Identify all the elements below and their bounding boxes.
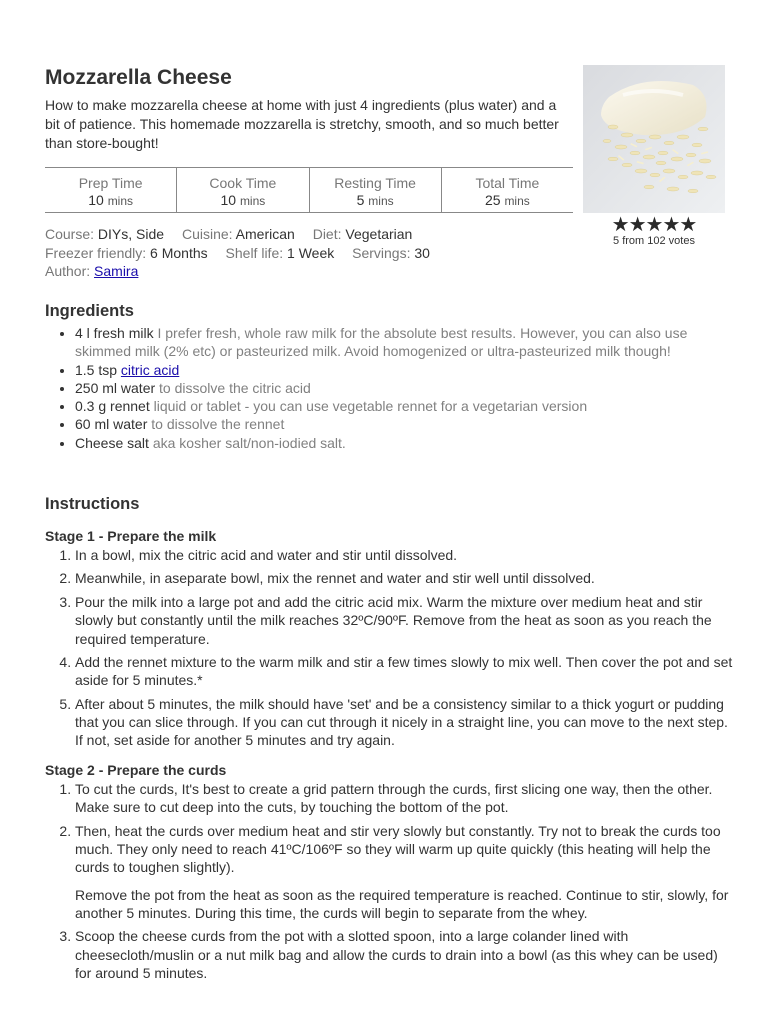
recipe-rating[interactable] bbox=[583, 216, 725, 247]
resting-time-label: Resting Time bbox=[334, 175, 416, 191]
cook-time bbox=[177, 168, 309, 212]
shelf-life-value: 1 Week bbox=[287, 244, 335, 261]
instruction-step: 3. Pour the milk into a large pot and add the citric acid mix. Warm the mixture over medium heat and stir slowly but constantly until the milk reaches 32ºC/90ºF. Remove from the heat as soon as you reach the required temperature. bbox=[75, 593, 735, 648]
star-rating-icon[interactable]: ★★★★★ bbox=[611, 214, 697, 236]
ingredient-item bbox=[75, 397, 735, 415]
total-time-value: 25 bbox=[484, 192, 501, 208]
recipe-title: Mozzarella Cheese bbox=[45, 66, 232, 89]
diet-value: Vegetarian bbox=[345, 226, 413, 242]
stage-2-heading: Stage 2 - Prepare the curds bbox=[45, 762, 227, 778]
ingredient-amount: 60 ml water bbox=[75, 416, 148, 433]
ingredient-note: I prefer fresh, whole raw milk for the absolute best results. However, you can also use skimmed milk (2% etc) or pasteurized milk. Avoid homogenized or ultra-pasteurized milk though! bbox=[75, 325, 688, 360]
cook-time-value: 10 bbox=[220, 192, 237, 208]
stage-2-steps bbox=[45, 780, 735, 988]
author-label: Author: bbox=[45, 263, 91, 279]
ingredient-note: to dissolve the rennet bbox=[147, 416, 285, 433]
diet-label: Diet: bbox=[312, 226, 342, 242]
resting-time bbox=[310, 168, 442, 212]
resting-time-value: 5 bbox=[356, 192, 365, 208]
ingredient-note: liquid or tablet - you can use vegetable rennet for a vegetarian version bbox=[149, 398, 588, 415]
cook-time-label: Cook Time bbox=[209, 175, 277, 191]
recipe-times bbox=[45, 167, 573, 213]
total-time-label: Total Time bbox=[475, 175, 540, 191]
meta-row-2 bbox=[45, 244, 565, 263]
freezer-value: 6 Months bbox=[150, 244, 208, 261]
instruction-step bbox=[75, 822, 735, 922]
ingredient-item bbox=[75, 434, 735, 452]
instructions-heading: Instructions bbox=[45, 495, 140, 513]
shelf-life-label: Shelf life: bbox=[225, 244, 284, 261]
ingredient-item bbox=[75, 415, 735, 433]
course-label: Course: bbox=[45, 226, 95, 242]
instruction-step: 5. After about 5 minutes, the milk should have 'set' and be a consistency similar to a thick yogurt or pudding that you can slice through. If you can cut through it nicely in a straight line, you can move to the next step. If not, set aside for another 5 minutes and try again. bbox=[75, 695, 735, 750]
cook-time-unit: mins bbox=[239, 194, 266, 208]
instruction-step: 1. In a bowl, mix the citric acid and water and stir until dissolved. bbox=[75, 546, 735, 564]
prep-time-unit: mins bbox=[107, 194, 134, 208]
ingredient-amount: 0.3 g rennet bbox=[75, 398, 150, 415]
course-value: DIYs, Side bbox=[97, 226, 165, 242]
ingredient-note: to dissolve the citric acid bbox=[155, 379, 311, 396]
ingredient-item bbox=[75, 379, 735, 397]
servings-label: Servings: bbox=[352, 244, 411, 261]
servings-value: 30 bbox=[414, 244, 430, 261]
recipe-card bbox=[45, 62, 733, 982]
ingredient-amount: 250 ml water bbox=[75, 379, 156, 396]
instruction-step: 4. Add the rennet mixture to the warm milk and stir a few times slowly to mix well. Then cover the pot and set aside for 5 minutes.* bbox=[75, 653, 735, 690]
freezer-label: Freezer friendly: bbox=[45, 244, 147, 261]
ingredients-heading: Ingredients bbox=[45, 302, 134, 320]
cuisine-label: Cuisine: bbox=[181, 226, 233, 242]
ingredient-item bbox=[75, 361, 735, 379]
prep-time-value: 10 bbox=[88, 192, 104, 208]
stage-1-steps bbox=[45, 546, 735, 755]
prep-time-label: Prep Time bbox=[78, 175, 143, 191]
ingredient-amount: 4 l fresh milk bbox=[75, 325, 154, 341]
recipe-summary: How to make mozzarella cheese at home with just 4 ingredients (plus water) and a bit of patience. This homemade mozzarella is stretchy, smooth, and so much better than store-bought! bbox=[45, 97, 559, 151]
author-link[interactable]: Samira bbox=[94, 263, 139, 279]
recipe-photo bbox=[583, 65, 725, 213]
instruction-paragraph: 2. Then, heat the curds over medium heat and stir very slowly but constantly. Try not to break the curds too much. They only need to reach 41ºC/106ºF so they will warm up quite quickly (this heating will help the curds to toughen slightly). bbox=[75, 822, 721, 876]
citric-acid-link[interactable]: citric acid bbox=[120, 361, 180, 378]
instruction-step: 2. Meanwhile, in aseparate bowl, mix the rennet and water and stir well until dissolved. bbox=[75, 569, 735, 587]
prep-time bbox=[45, 168, 177, 212]
total-time-unit: mins bbox=[504, 194, 530, 208]
total-time bbox=[442, 168, 573, 212]
rating-text: 5 from 102 votes bbox=[613, 235, 695, 247]
instruction-step: 1. To cut the curds, It's best to create a grid pattern through the curds, first slicing one way, then the other. Make sure to cut deep into the cuts, by touching the bottom of the pot. bbox=[75, 780, 735, 817]
ingredient-note: aka kosher salt/non-iodied salt. bbox=[148, 434, 346, 451]
meta-row-1 bbox=[45, 225, 565, 244]
ingredient-amount: Cheese salt bbox=[75, 434, 149, 451]
instruction-step: 3. Scoop the cheese curds from the pot with a slotted spoon, into a large colander lined with cheesecloth/muslin or a nut milk bag and allow the curds to drain into a bowl (as this whey can be used) for around 5 minutes. bbox=[75, 927, 735, 982]
meta-row-3 bbox=[45, 262, 565, 281]
recipe-header bbox=[45, 62, 725, 282]
stage-1-heading: Stage 1 - Prepare the milk bbox=[45, 528, 217, 544]
ingredient-amount: 1.5 tsp bbox=[75, 361, 121, 378]
resting-time-unit: mins bbox=[368, 194, 394, 208]
recipe-meta bbox=[45, 225, 565, 281]
instruction-paragraph: Remove the pot from the heat as soon as the required temperature is reached. Continue to stir, slowly, for another 5 minutes. During this time, the curds will begin to separate from the whey. bbox=[75, 886, 729, 921]
ingredients-list bbox=[45, 324, 735, 452]
ingredient-item bbox=[75, 324, 735, 361]
cuisine-value: American bbox=[235, 226, 295, 242]
